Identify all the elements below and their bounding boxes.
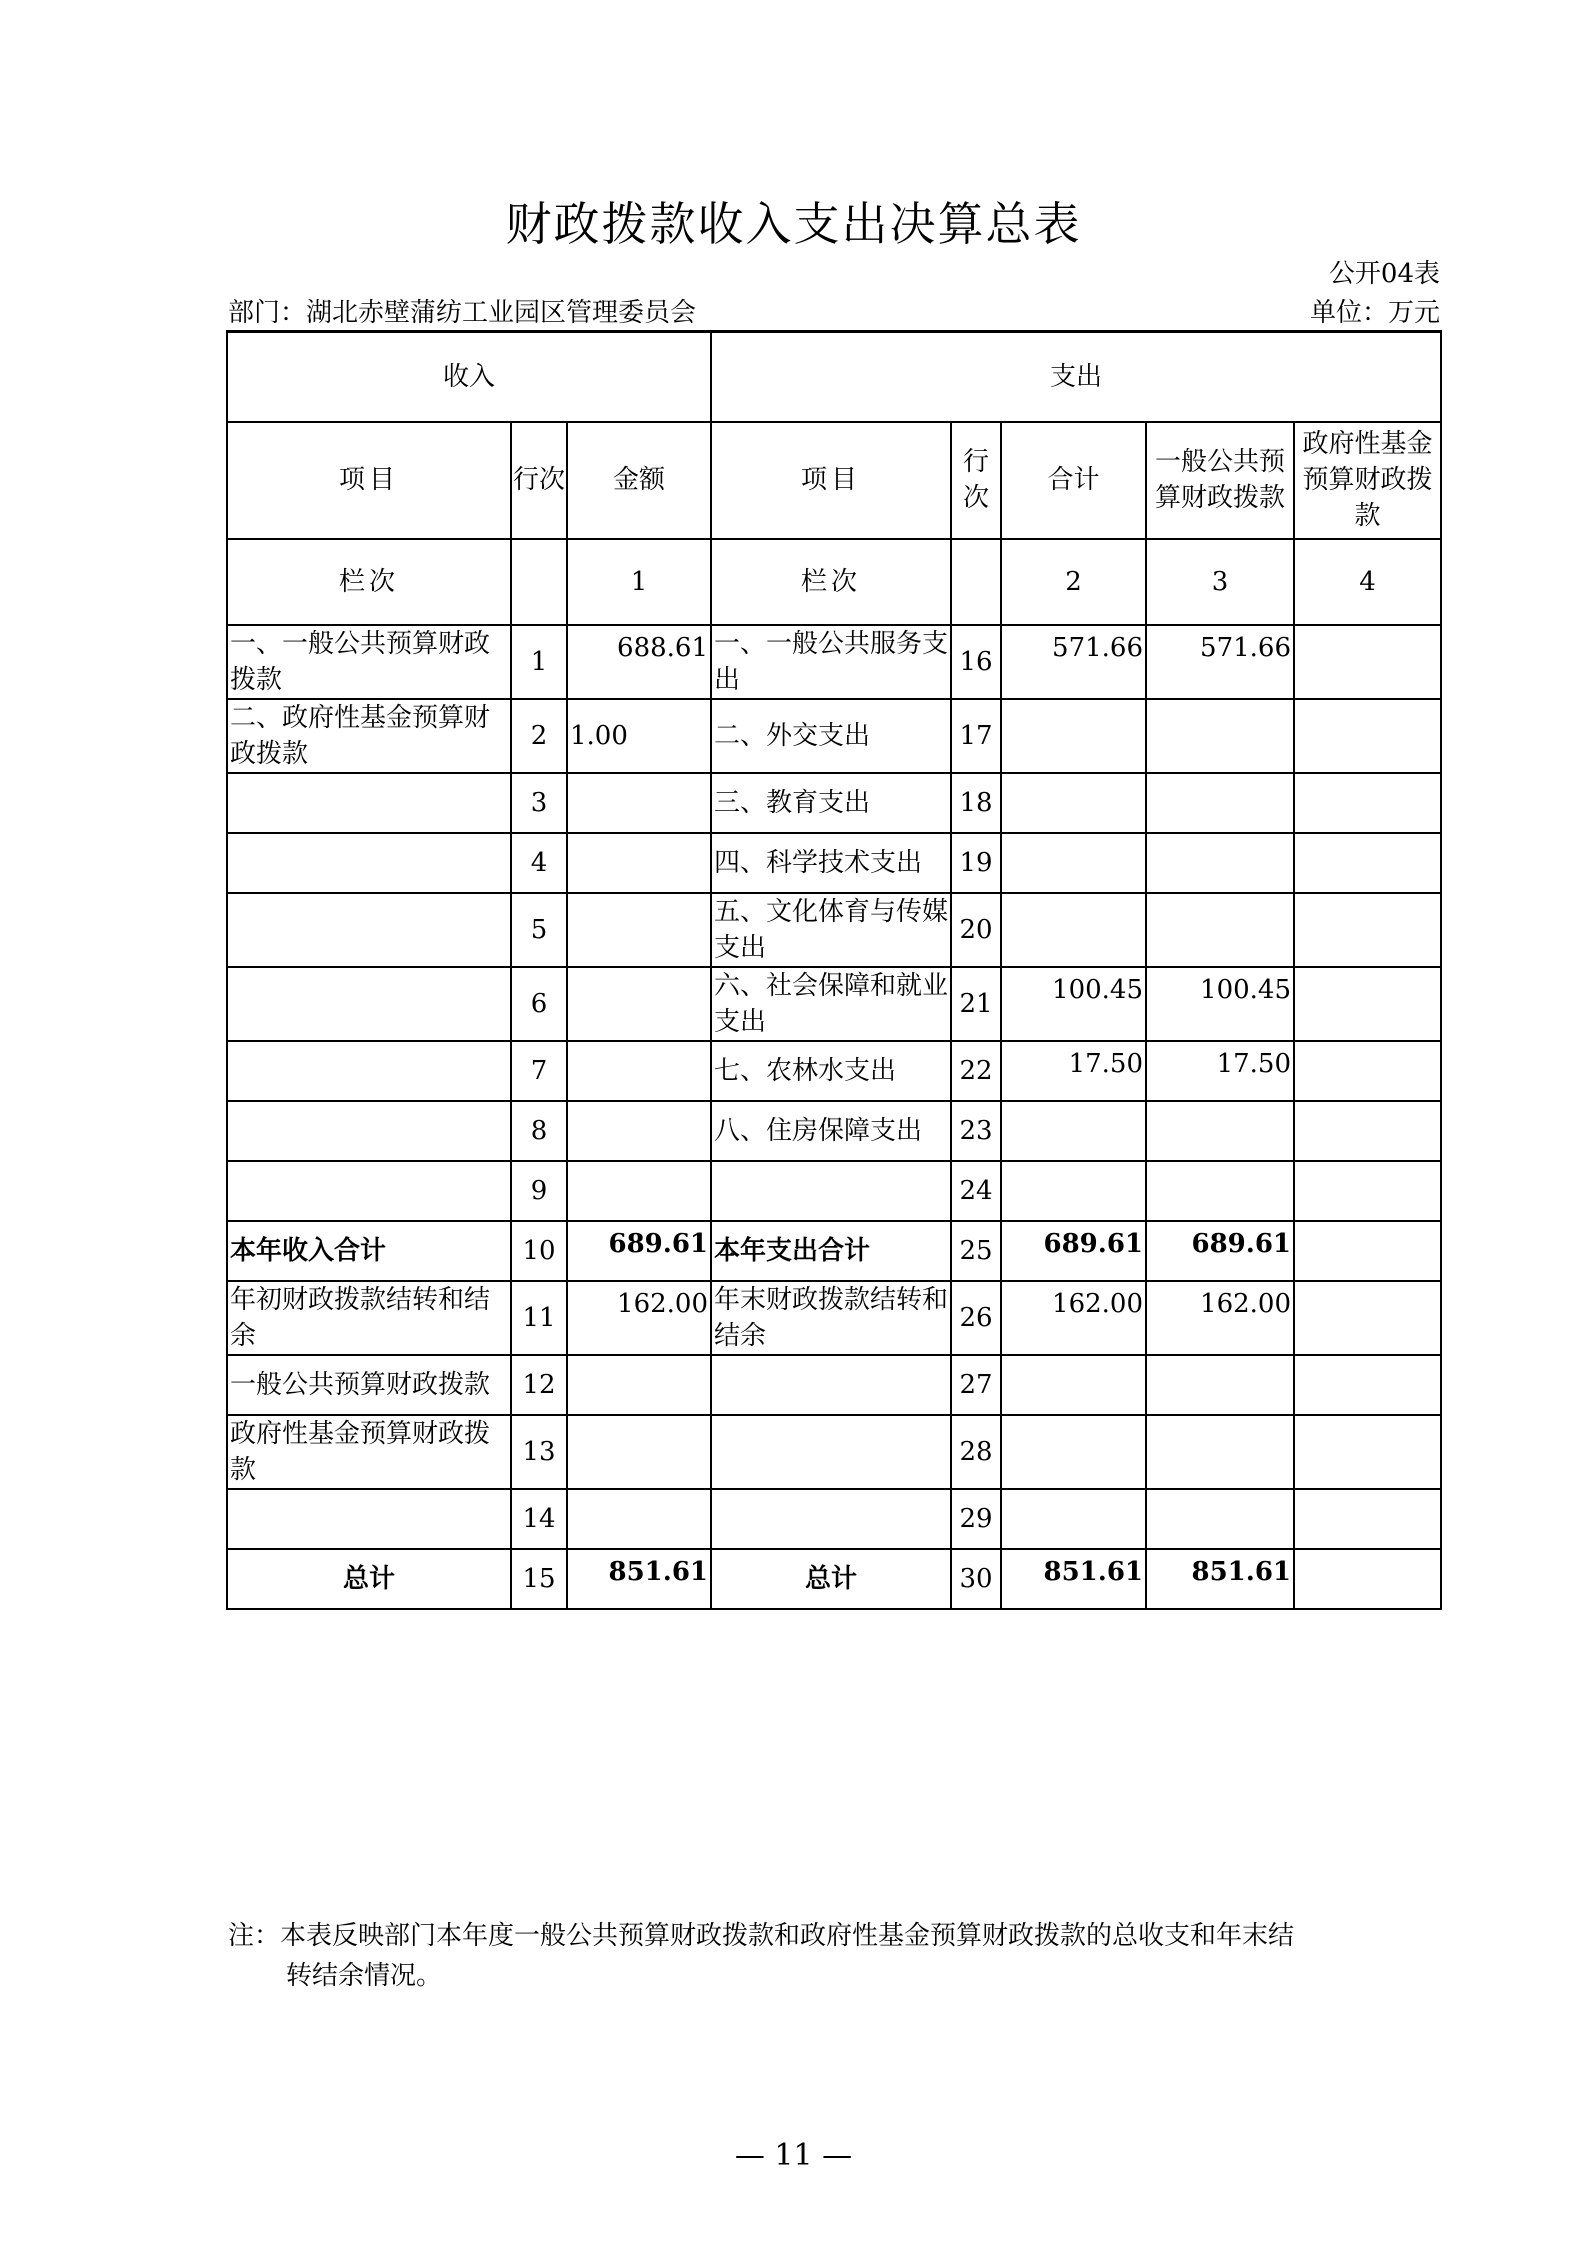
- note-line: 注：本表反映部门本年度一般公共预算财政拨款和政府性基金预算财政拨款的总收支和年末结: [228, 1921, 1295, 1951]
- expense-item-cell: 二、外交支出: [711, 699, 951, 773]
- header-gov-fund: 政府性基金预算财政拨款: [1294, 422, 1441, 539]
- table-row: [227, 1041, 1441, 1101]
- expense-total-cell: [1001, 773, 1146, 833]
- finance-summary-table: [226, 330, 1442, 1610]
- table-row: [227, 833, 1441, 893]
- income-item-cell: 一般公共预算财政拨款: [227, 1355, 511, 1415]
- expense-item-cell: 七、农林水支出: [711, 1041, 951, 1101]
- expense-item-cell: 五、文化体育与传媒支出: [711, 893, 951, 967]
- income-row-number-cell: 14: [511, 1489, 567, 1549]
- gov-fund-cell: [1294, 1489, 1441, 1549]
- column-label-income: 栏次: [227, 539, 511, 625]
- gov-fund-cell: [1294, 1281, 1441, 1355]
- gov-fund-cell: [1294, 833, 1441, 893]
- expense-row-number-cell: 28: [951, 1415, 1001, 1489]
- general-budget-cell: [1146, 1161, 1294, 1221]
- page-title: 财政拨款收入支出决算总表: [505, 197, 1082, 251]
- gov-fund-cell: [1294, 1161, 1441, 1221]
- expense-item-cell: [711, 1161, 951, 1221]
- department-label: 部门：湖北赤壁蒲纺工业园区管理委员会: [228, 298, 697, 328]
- expense-total-cell: [1001, 833, 1146, 893]
- income-row-number-cell: 13: [511, 1415, 567, 1489]
- column-label-empty: [951, 539, 1001, 625]
- expense-total-cell: [1001, 893, 1146, 967]
- expense-item-cell: 八、住房保障支出: [711, 1101, 951, 1161]
- expense-row-number-cell: 27: [951, 1355, 1001, 1415]
- general-budget-cell: [1146, 1415, 1294, 1489]
- expense-row-number-cell: 22: [951, 1041, 1001, 1101]
- expense-row-number-cell: 25: [951, 1221, 1001, 1281]
- unit-label: 单位：万元: [1309, 298, 1440, 328]
- gov-fund-cell: [1294, 773, 1441, 833]
- general-budget-cell: [1146, 773, 1294, 833]
- expense-item-cell: [711, 1489, 951, 1549]
- table-note: [228, 1916, 1442, 1996]
- expense-total-cell: [1001, 699, 1146, 773]
- table-row: [227, 625, 1441, 699]
- general-budget-cell: 689.61: [1146, 1221, 1294, 1281]
- expense-item-cell: [711, 1415, 951, 1489]
- table-row: [227, 699, 1441, 773]
- general-budget-cell: [1146, 833, 1294, 893]
- header-income-row-no: 行次: [511, 422, 567, 539]
- header-expense-item: 项目: [711, 422, 951, 539]
- income-row-number-cell: 4: [511, 833, 567, 893]
- income-row-number-cell: 8: [511, 1101, 567, 1161]
- gov-fund-cell: [1294, 1101, 1441, 1161]
- expense-row-number-cell: 16: [951, 625, 1001, 699]
- income-amount-cell: 1.00: [567, 699, 711, 773]
- note-line: 转结余情况。: [286, 1961, 443, 1991]
- income-amount-cell: [567, 1415, 711, 1489]
- income-row-number-cell: 1: [511, 625, 567, 699]
- income-amount-cell: 688.61: [567, 625, 711, 699]
- expense-row-number-cell: 24: [951, 1161, 1001, 1221]
- income-row-number-cell: 11: [511, 1281, 567, 1355]
- expense-total-cell: [1001, 1161, 1146, 1221]
- income-amount-cell: 851.61: [567, 1549, 711, 1609]
- general-budget-cell: [1146, 1101, 1294, 1161]
- income-row-number-cell: 12: [511, 1355, 567, 1415]
- gov-fund-cell: [1294, 893, 1441, 967]
- income-item-cell: [227, 773, 511, 833]
- table-row: [227, 1221, 1441, 1281]
- expense-total-cell: [1001, 1415, 1146, 1489]
- expense-row-number-cell: 23: [951, 1101, 1001, 1161]
- table-row: [227, 893, 1441, 967]
- income-row-number-cell: 15: [511, 1549, 567, 1609]
- gov-fund-cell: [1294, 1221, 1441, 1281]
- income-item-cell: 总计: [227, 1549, 511, 1609]
- form-number: 公开04表: [1328, 259, 1440, 289]
- gov-fund-cell: [1294, 1415, 1441, 1489]
- income-amount-cell: [567, 893, 711, 967]
- gov-fund-cell: [1294, 699, 1441, 773]
- income-item-cell: [227, 893, 511, 967]
- income-amount-cell: [567, 1355, 711, 1415]
- header-general-budget: 一般公共预算财政拨款: [1146, 422, 1294, 539]
- header-income-item: 项目: [227, 422, 511, 539]
- expense-item-cell: 本年支出合计: [711, 1221, 951, 1281]
- income-row-number-cell: 6: [511, 967, 567, 1041]
- expense-total-cell: [1001, 1355, 1146, 1415]
- income-item-cell: 二、政府性基金预算财政拨款: [227, 699, 511, 773]
- column-label-empty: [511, 539, 567, 625]
- income-amount-cell: 162.00: [567, 1281, 711, 1355]
- gov-fund-cell: [1294, 967, 1441, 1041]
- income-row-number-cell: 5: [511, 893, 567, 967]
- income-amount-cell: [567, 773, 711, 833]
- expense-row-number-cell: 19: [951, 833, 1001, 893]
- expense-row-number-cell: 18: [951, 773, 1001, 833]
- expense-total-cell: 100.45: [1001, 967, 1146, 1041]
- expense-row-number-cell: 20: [951, 893, 1001, 967]
- expense-item-cell: [711, 1355, 951, 1415]
- expense-row-number-cell: 21: [951, 967, 1001, 1041]
- income-row-number-cell: 2: [511, 699, 567, 773]
- page-number: — 11 —: [734, 2138, 853, 2173]
- table-row: [227, 773, 1441, 833]
- income-amount-cell: [567, 967, 711, 1041]
- general-budget-cell: [1146, 1355, 1294, 1415]
- header-expense-row-no: 行次: [951, 422, 1001, 539]
- general-budget-cell: 851.61: [1146, 1549, 1294, 1609]
- income-row-number-cell: 10: [511, 1221, 567, 1281]
- column-number-2: 2: [1001, 539, 1146, 625]
- gov-fund-cell: [1294, 1549, 1441, 1609]
- expense-total-cell: [1001, 1489, 1146, 1549]
- expense-item-cell: 一、一般公共服务支出: [711, 625, 951, 699]
- table-row: [227, 1281, 1441, 1355]
- income-amount-cell: 689.61: [567, 1221, 711, 1281]
- expense-item-cell: 六、社会保障和就业支出: [711, 967, 951, 1041]
- table-row: [227, 1161, 1441, 1221]
- income-amount-cell: [567, 833, 711, 893]
- expense-total-cell: 17.50: [1001, 1041, 1146, 1101]
- header-amount: 金额: [567, 422, 711, 539]
- income-item-cell: [227, 1161, 511, 1221]
- income-row-number-cell: 7: [511, 1041, 567, 1101]
- table-row: [227, 1355, 1441, 1415]
- column-number-3: 3: [1146, 539, 1294, 625]
- expense-row-number-cell: 30: [951, 1549, 1001, 1609]
- column-number-4: 4: [1294, 539, 1441, 625]
- header-total: 合计: [1001, 422, 1146, 539]
- income-item-cell: [227, 1041, 511, 1101]
- general-budget-cell: [1146, 1489, 1294, 1549]
- expense-item-cell: 年末财政拨款结转和结余: [711, 1281, 951, 1355]
- general-budget-cell: [1146, 699, 1294, 773]
- general-budget-cell: [1146, 893, 1294, 967]
- table-row: [227, 1415, 1441, 1489]
- expense-row-number-cell: 26: [951, 1281, 1001, 1355]
- income-item-cell: 一、一般公共预算财政拨款: [227, 625, 511, 699]
- expense-total-cell: 162.00: [1001, 1281, 1146, 1355]
- expense-row-number-cell: 29: [951, 1489, 1001, 1549]
- table-row: [227, 1489, 1441, 1549]
- header-expense: 支出: [711, 332, 1441, 422]
- table-body: [227, 625, 1441, 1609]
- expense-item-cell: 四、科学技术支出: [711, 833, 951, 893]
- gov-fund-cell: [1294, 625, 1441, 699]
- expense-total-cell: 571.66: [1001, 625, 1146, 699]
- header-income: 收入: [227, 332, 711, 422]
- income-item-cell: [227, 967, 511, 1041]
- income-amount-cell: [567, 1489, 711, 1549]
- gov-fund-cell: [1294, 1355, 1441, 1415]
- table-row: [227, 967, 1441, 1041]
- general-budget-cell: 17.50: [1146, 1041, 1294, 1101]
- income-row-number-cell: 3: [511, 773, 567, 833]
- table-row: [227, 1549, 1441, 1609]
- general-budget-cell: 571.66: [1146, 625, 1294, 699]
- income-item-cell: [227, 833, 511, 893]
- income-row-number-cell: 9: [511, 1161, 567, 1221]
- income-item-cell: [227, 1489, 511, 1549]
- income-amount-cell: [567, 1101, 711, 1161]
- income-item-cell: [227, 1101, 511, 1161]
- expense-item-cell: 三、教育支出: [711, 773, 951, 833]
- expense-total-cell: [1001, 1101, 1146, 1161]
- income-item-cell: 年初财政拨款结转和结余: [227, 1281, 511, 1355]
- income-item-cell: 政府性基金预算财政拨款: [227, 1415, 511, 1489]
- gov-fund-cell: [1294, 1041, 1441, 1101]
- income-amount-cell: [567, 1041, 711, 1101]
- income-item-cell: 本年收入合计: [227, 1221, 511, 1281]
- expense-row-number-cell: 17: [951, 699, 1001, 773]
- expense-item-cell: 总计: [711, 1549, 951, 1609]
- income-amount-cell: [567, 1161, 711, 1221]
- general-budget-cell: 100.45: [1146, 967, 1294, 1041]
- expense-total-cell: 689.61: [1001, 1221, 1146, 1281]
- expense-total-cell: 851.61: [1001, 1549, 1146, 1609]
- general-budget-cell: 162.00: [1146, 1281, 1294, 1355]
- column-label-expense: 栏次: [711, 539, 951, 625]
- column-number-1: 1: [567, 539, 711, 625]
- table-row: [227, 1101, 1441, 1161]
